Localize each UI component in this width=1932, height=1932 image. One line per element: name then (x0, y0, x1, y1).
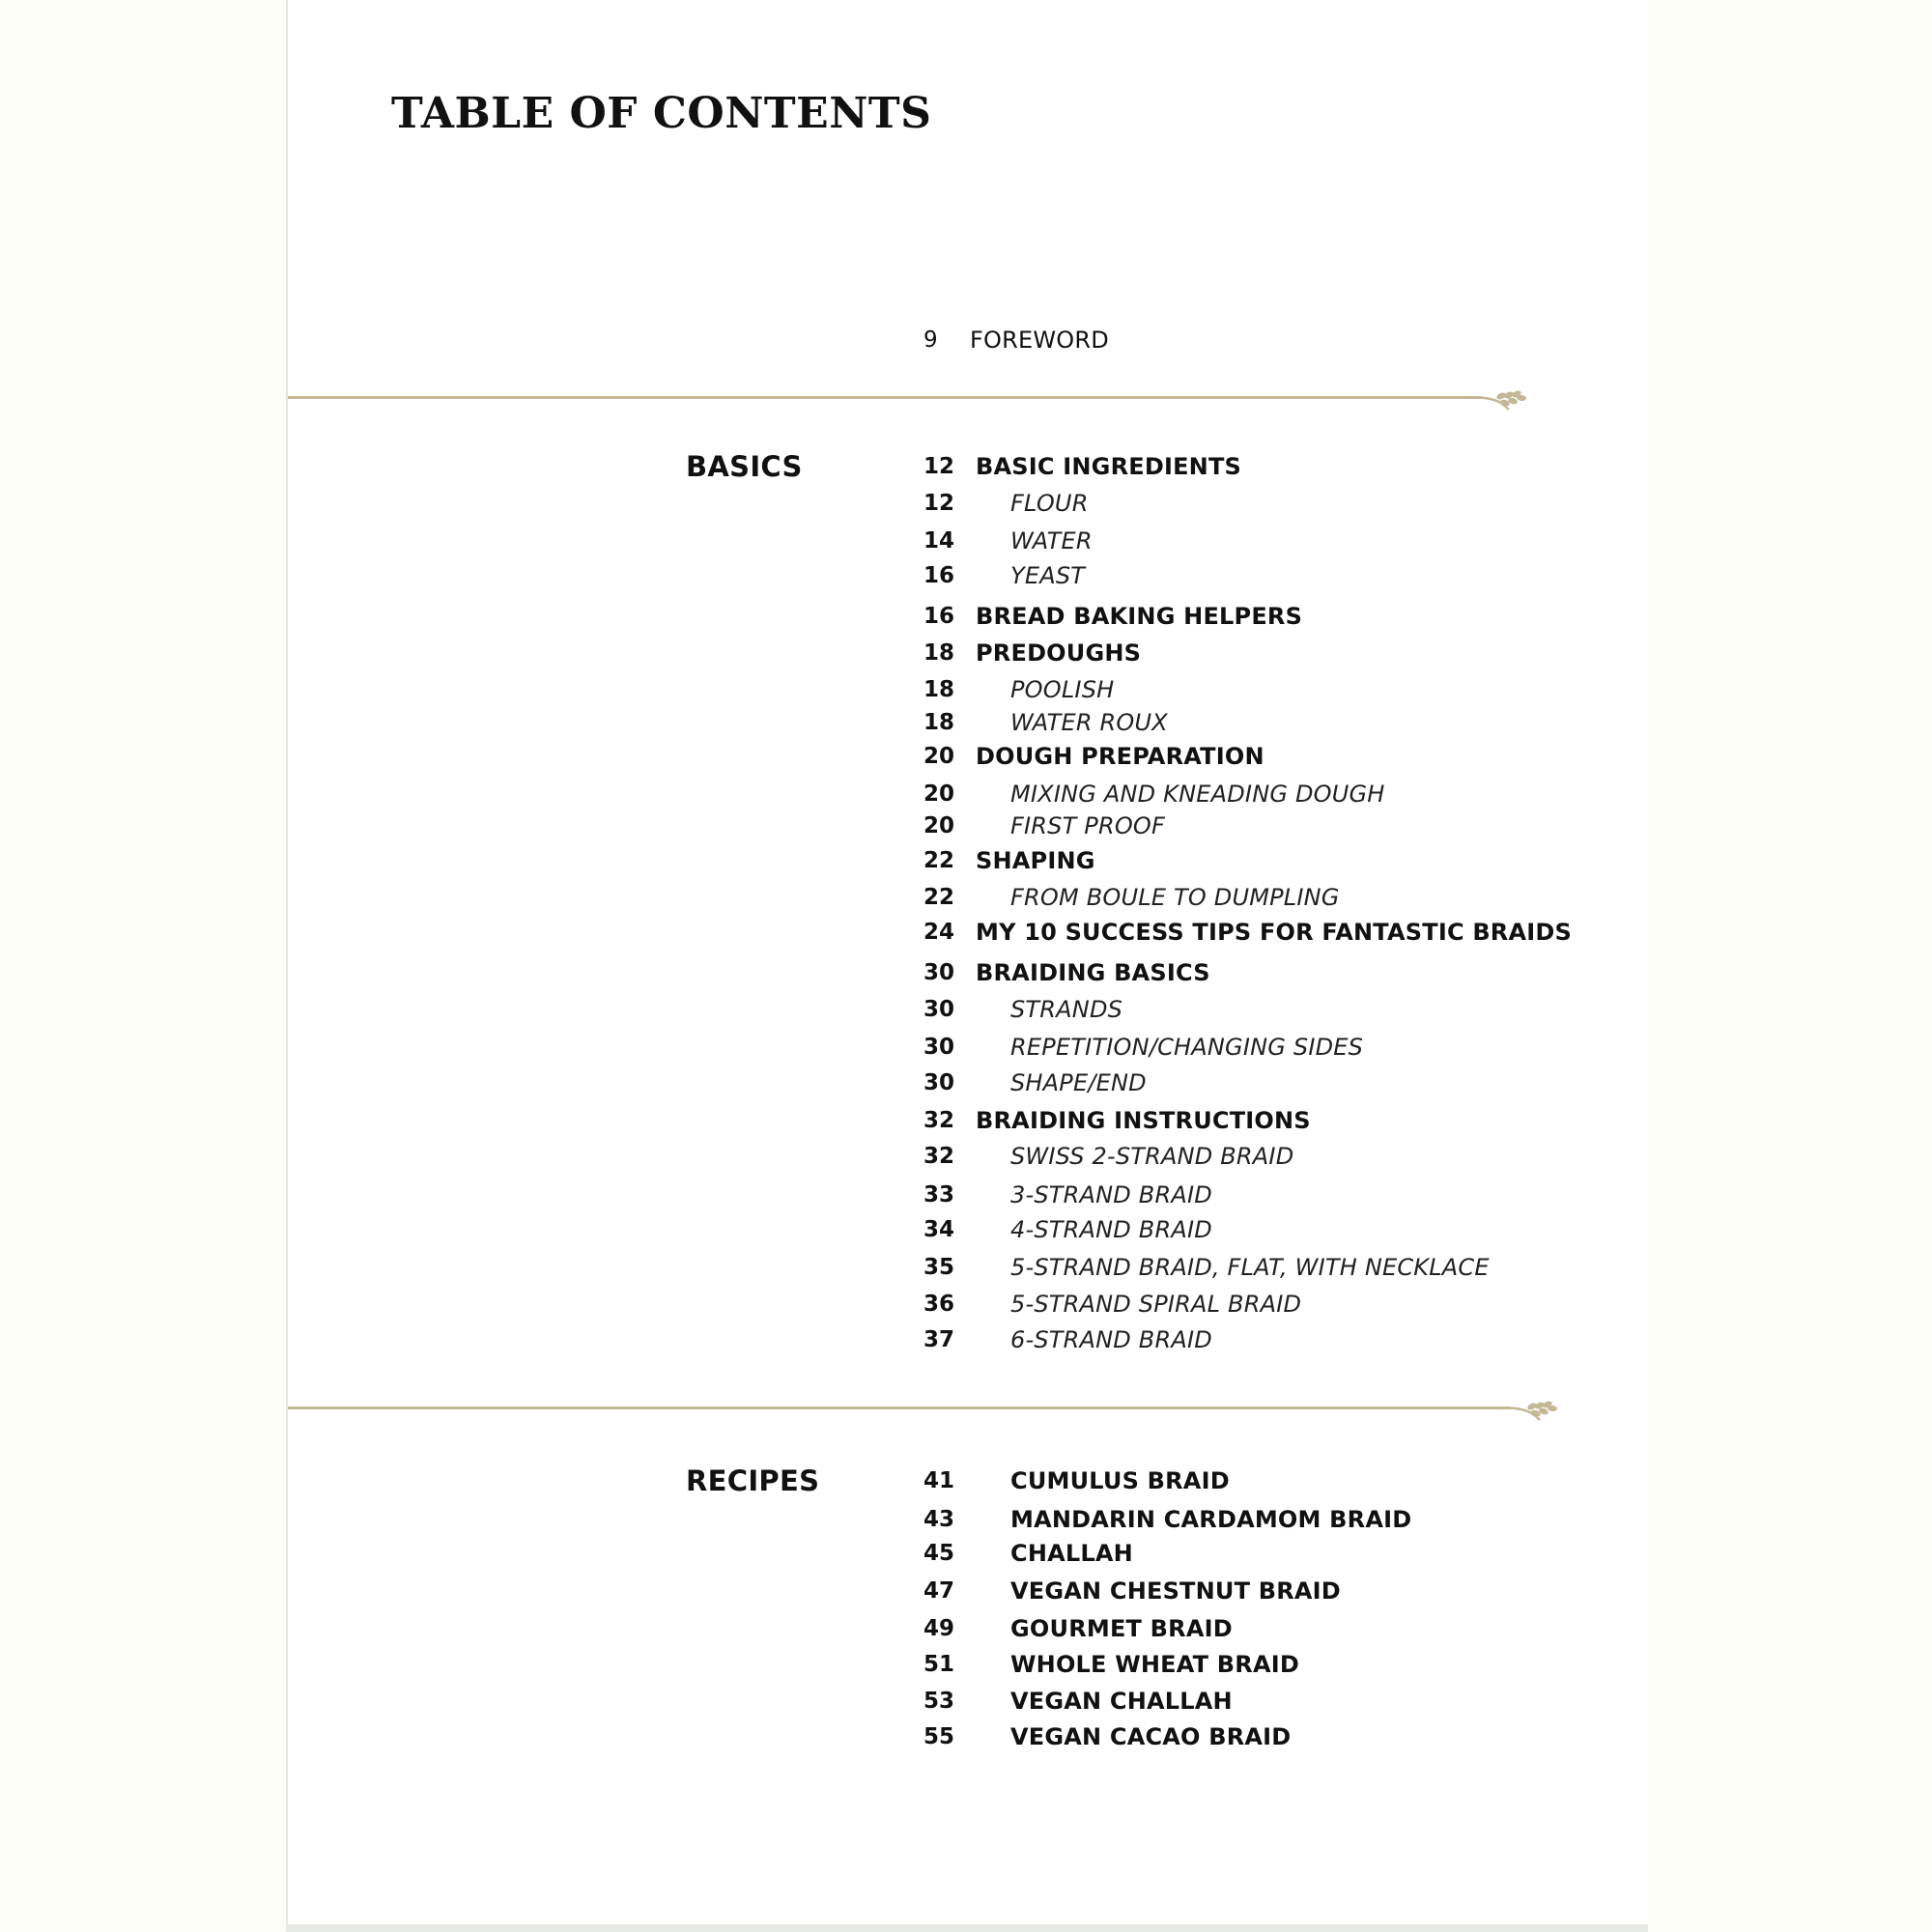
section-label-basics: BASICS (686, 450, 803, 483)
toc-subentry-label: WATER (1010, 527, 1093, 554)
page-edge (286, 1924, 1648, 1932)
toc-page-number: 30 (923, 1035, 955, 1060)
toc-page-number: 41 (923, 1468, 955, 1493)
toc-page-number: 22 (923, 848, 955, 873)
toc-subentry-label: SWISS 2-STRAND BRAID (1010, 1143, 1294, 1170)
toc-subentry-label: REPETITION/CHANGING SIDES (1010, 1034, 1364, 1061)
toc-subentry-label: 3-STRAND BRAID (1010, 1181, 1212, 1208)
toc-subentry-label: FROM BOULE TO DUMPLING (1010, 884, 1340, 911)
document-page (286, 0, 1648, 1924)
toc-page-number: 55 (923, 1724, 955, 1749)
wheat-sprig-icon (1466, 386, 1528, 412)
toc-page-number: 32 (923, 1108, 955, 1133)
toc-page-number: 20 (923, 781, 955, 807)
toc-page-number: 43 (923, 1507, 955, 1532)
toc-page-number: 16 (923, 563, 955, 588)
toc-entry-label: MY 10 SUCCESS TIPS FOR FANTASTIC BRAIDS (976, 919, 1572, 946)
toc-page-number: 18 (923, 640, 955, 666)
toc-subentry-label: WATER ROUX (1010, 709, 1168, 736)
toc-entry-label: VEGAN CACAO BRAID (1010, 1723, 1292, 1750)
toc-page-number: 20 (923, 813, 955, 838)
toc-subentry-label: POOLISH (1010, 676, 1115, 703)
toc-page-number: 51 (923, 1652, 955, 1677)
toc-page-number: 37 (923, 1327, 955, 1352)
toc-page-number: 12 (923, 454, 955, 479)
toc-entry-label: PREDOUGHS (976, 639, 1142, 667)
section-label-recipes: RECIPES (686, 1464, 820, 1497)
toc-page-number: 47 (923, 1578, 955, 1604)
toc-entry-label: VEGAN CHESTNUT BRAID (1010, 1577, 1341, 1605)
wheat-sprig-icon (1497, 1397, 1559, 1422)
toc-page-number: 36 (923, 1292, 955, 1317)
toc-entry-label: BASIC INGREDIENTS (976, 453, 1242, 480)
toc-subentry-label: STRANDS (1010, 996, 1123, 1023)
toc-page-number: 16 (923, 604, 955, 629)
toc-page-number: 35 (923, 1255, 955, 1280)
toc-page-number: 22 (923, 885, 955, 910)
toc-page-number: 32 (923, 1144, 955, 1169)
toc-subentry-label: 5-STRAND SPIRAL BRAID (1010, 1291, 1302, 1318)
toc-entry-label: MANDARIN CARDAMOM BRAID (1010, 1506, 1412, 1533)
toc-page-number: 9 (923, 327, 938, 353)
toc-entry-label: VEGAN CHALLAH (1010, 1688, 1233, 1715)
toc-subentry-label: 4-STRAND BRAID (1010, 1216, 1212, 1243)
toc-page-number: 24 (923, 920, 955, 945)
toc-entry-label: BREAD BAKING HELPERS (976, 603, 1303, 630)
toc-page-number: 20 (923, 744, 955, 769)
toc-page-number: 30 (923, 997, 955, 1022)
toc-entry-label: BRAIDING BASICS (976, 959, 1210, 986)
toc-page-number: 12 (923, 491, 955, 516)
toc-subentry-label: 6-STRAND BRAID (1010, 1326, 1212, 1353)
toc-page-number: 30 (923, 1070, 955, 1095)
toc-page-number: 33 (923, 1182, 955, 1208)
toc-page-number: 45 (923, 1541, 955, 1566)
toc-page-number: 30 (923, 960, 955, 985)
toc-page-number: 49 (923, 1616, 955, 1641)
toc-page-number: 18 (923, 710, 955, 735)
toc-subentry-label: SHAPE/END (1010, 1069, 1147, 1096)
toc-subentry-label: FLOUR (1010, 490, 1089, 517)
toc-subentry-label: FIRST PROOF (1010, 812, 1166, 839)
page-title: TABLE OF CONTENTS (391, 89, 932, 138)
toc-page-number: 34 (923, 1217, 955, 1242)
toc-entry-label: BRAIDING INSTRUCTIONS (976, 1107, 1311, 1134)
toc-page-number: 53 (923, 1689, 955, 1714)
toc-subentry-label: YEAST (1010, 562, 1086, 589)
toc-page-number: 14 (923, 528, 955, 554)
toc-page-number: 18 (923, 677, 955, 702)
toc-entry-label: WHOLE WHEAT BRAID (1010, 1651, 1299, 1678)
toc-entry-label: GOURMET BRAID (1010, 1615, 1233, 1642)
toc-entry-label: FOREWORD (970, 327, 1109, 354)
toc-entry-label: CHALLAH (1010, 1540, 1133, 1567)
toc-entry-label: SHAPING (976, 847, 1095, 874)
toc-subentry-label: MIXING AND KNEADING DOUGH (1010, 781, 1385, 808)
section-divider (288, 1406, 1510, 1409)
toc-entry-label: CUMULUS BRAID (1010, 1467, 1230, 1494)
toc-subentry-label: 5-STRAND BRAID, FLAT, WITH NECKLACE (1010, 1254, 1490, 1281)
toc-entry-label: DOUGH PREPARATION (976, 743, 1264, 770)
section-divider (288, 396, 1481, 399)
